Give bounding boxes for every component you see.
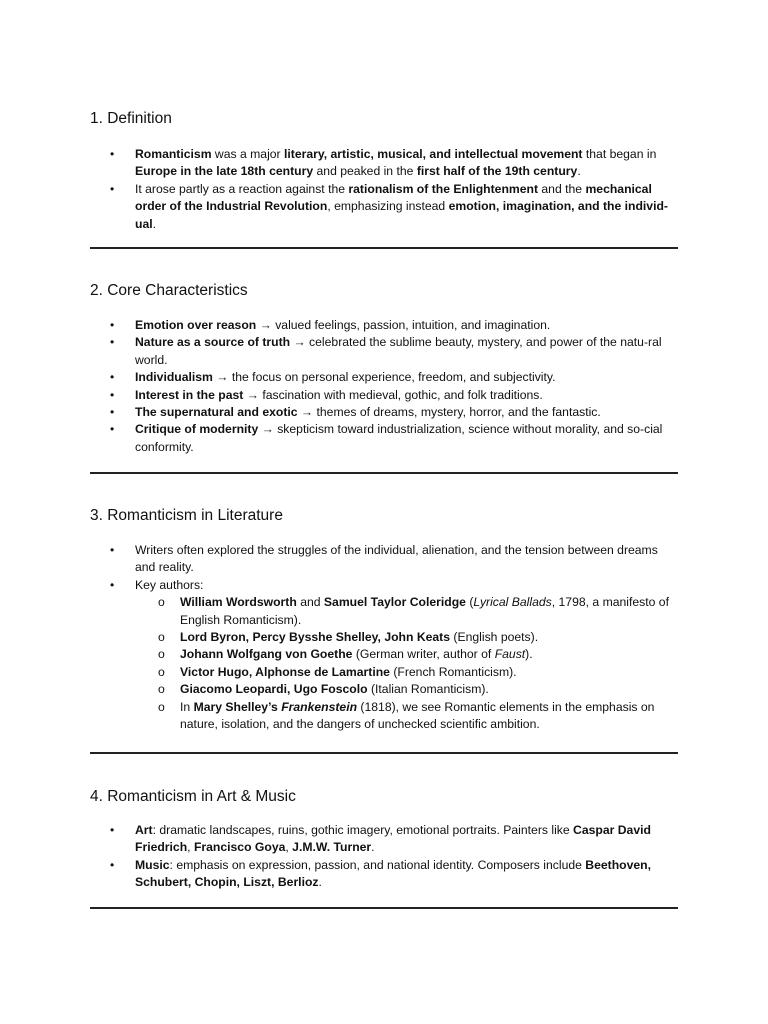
text-run: → the focus on personal experience, freedom, and subjectivity. xyxy=(212,370,556,385)
text-run: (English poets). xyxy=(450,630,539,645)
list-item xyxy=(90,857,678,892)
text-run: Samuel Taylor Coleridge xyxy=(323,595,466,610)
text-run: → themes of dreams, mystery, horror, and the fantastic. xyxy=(297,405,601,420)
text-run: that began in xyxy=(582,147,657,161)
text-run: Francisco Goya xyxy=(193,840,286,855)
sub-list-item-text xyxy=(180,665,517,679)
sub-bullet-icon: o xyxy=(158,595,165,610)
text-run: (French Romanticism). xyxy=(389,664,517,679)
text-run: Lord Byron, Percy Bysshe Shelley, John Keats xyxy=(180,630,451,645)
sub-bullet-icon: o xyxy=(158,664,165,679)
text-run: literary, artistic, musical, and intellectual movement xyxy=(284,147,583,161)
characteristics-list xyxy=(90,317,678,456)
sub-list-item xyxy=(90,646,678,663)
text-run: was a major xyxy=(211,147,285,161)
text-run: , xyxy=(187,840,194,855)
section-divider xyxy=(90,472,678,474)
sub-list-item-text xyxy=(180,630,538,644)
text-run: Music xyxy=(135,857,170,872)
section-divider xyxy=(90,907,678,909)
sub-bullet-icon: o xyxy=(158,630,165,645)
sub-bullet-icon: o xyxy=(158,699,165,714)
text-run: It arose partly as a reaction against the xyxy=(135,181,349,196)
text-run: and peaked in the xyxy=(313,164,417,179)
list-item xyxy=(90,542,678,577)
sub-list-item-text xyxy=(180,647,533,661)
text-run: Individualism xyxy=(135,370,213,385)
list-item-text xyxy=(135,422,662,453)
sub-list-item xyxy=(90,594,678,629)
list-item-text xyxy=(135,147,656,178)
text-run: . xyxy=(152,216,156,231)
sub-bullet-icon: o xyxy=(158,647,165,662)
sub-list-item xyxy=(90,664,678,681)
text-run: rationalism of the Enlightenment xyxy=(348,181,539,196)
bullet-icon: • xyxy=(110,543,115,557)
list-item-text xyxy=(135,858,651,889)
text-run: . xyxy=(577,164,581,179)
bullet-icon: • xyxy=(110,577,115,592)
text-run: (Italian Romanticism). xyxy=(367,682,489,697)
text-run: Faust xyxy=(494,647,526,662)
text-run: first half of the 19th century xyxy=(416,164,578,179)
text-run: Victor Hugo, Alphonse de Lamartine xyxy=(180,664,390,679)
text-run: : dramatic landscapes, ruins, gothic imagery, emotional portraits. Painters like xyxy=(152,823,574,837)
list-item xyxy=(90,369,678,386)
list-item xyxy=(90,404,678,421)
sub-list-item xyxy=(90,629,678,646)
sub-list-item-text xyxy=(180,595,669,626)
list-item xyxy=(90,317,678,334)
list-item xyxy=(90,822,678,857)
bullet-icon: • xyxy=(110,370,115,385)
text-run: Mary Shelley’s xyxy=(193,699,282,714)
text-run: Europe in the late 18th century xyxy=(135,164,314,179)
text-run: Lyrical Ballads xyxy=(473,595,552,610)
list-item-text xyxy=(135,370,555,384)
sub-bullet-icon: o xyxy=(158,682,165,697)
text-run: , xyxy=(285,840,293,855)
text-run: The supernatural and exotic xyxy=(135,405,298,420)
list-item xyxy=(90,181,678,233)
text-run: mechanical order of the Industrial Revolution xyxy=(135,181,652,214)
bullet-icon: • xyxy=(110,857,115,872)
text-run: Romanticism xyxy=(135,147,212,161)
text-run: : emphasis on expression, passion, and national identity. Composers include xyxy=(169,857,586,872)
text-run: (German writer, author of xyxy=(352,647,495,662)
bullet-icon: • xyxy=(110,318,115,332)
list-item-text xyxy=(135,335,662,366)
text-run: Nature as a source of truth xyxy=(135,335,291,350)
text-run: Interest in the past xyxy=(135,387,244,402)
text-run: William Wordsworth xyxy=(180,595,297,610)
list-item-text xyxy=(135,578,203,592)
text-run: Beethoven, Schubert, Chopin, Liszt, Berlioz xyxy=(135,857,651,890)
text-run: ( xyxy=(465,595,474,610)
text-run: , emphasizing instead xyxy=(327,199,449,214)
text-run: → valued feelings, passion, intuition, and imagination. xyxy=(256,318,551,332)
section-heading-definition: 1. Definition xyxy=(90,110,172,127)
list-item xyxy=(90,577,678,734)
literature-list xyxy=(90,542,678,733)
text-run: Critique of modernity xyxy=(135,422,259,437)
text-run: Emotion over reason xyxy=(135,318,257,332)
text-run: In xyxy=(180,699,194,714)
bullet-icon: • xyxy=(110,335,115,350)
list-item xyxy=(90,421,678,456)
list-item-text xyxy=(135,405,601,419)
text-run: Caspar David Friedrich xyxy=(135,823,651,855)
list-item-text xyxy=(135,543,658,574)
bullet-icon: • xyxy=(110,823,115,837)
sub-list-item xyxy=(90,699,678,734)
text-run: ). xyxy=(525,647,533,662)
list-item xyxy=(90,334,678,369)
section-divider xyxy=(90,247,678,249)
section-heading-core-characteristics: 2. Core Characteristics xyxy=(90,282,248,299)
sub-list-item-text xyxy=(180,700,654,731)
section-heading-art-music: 4. Romanticism in Art & Music xyxy=(90,788,296,805)
bullet-icon: • xyxy=(110,387,115,402)
key-authors-list xyxy=(90,594,678,733)
text-run: emotion, imagination, and the individ-ual xyxy=(135,199,668,231)
text-run: Key authors: xyxy=(135,577,204,592)
list-item xyxy=(90,146,678,181)
text-run: Johann Wolfgang von Goethe xyxy=(180,647,353,662)
text-run: . xyxy=(371,840,375,855)
section-divider xyxy=(90,752,678,754)
sub-list-item-text xyxy=(180,682,489,696)
text-run: . xyxy=(318,875,322,890)
list-item-text xyxy=(135,318,550,332)
bullet-icon: • xyxy=(110,181,115,196)
text-run: and xyxy=(296,595,324,610)
bullet-icon: • xyxy=(110,405,115,420)
art-music-list xyxy=(90,822,678,892)
text-run: Art xyxy=(135,823,153,837)
list-item xyxy=(90,387,678,404)
sub-list-item xyxy=(90,681,678,698)
text-run: , 1798, a manifesto of English Romanticism). xyxy=(180,595,669,627)
bullet-icon: • xyxy=(110,422,115,437)
list-item-text xyxy=(135,182,668,231)
text-run: → skepticism toward industrialization, science without morality, and so-cial conformity. xyxy=(135,422,663,454)
list-item-text xyxy=(135,388,543,402)
definition-list xyxy=(90,146,678,233)
list-item-text xyxy=(135,823,651,854)
text-run: (1818), we see Romantic elements in the emphasis on nature, isolation, and the dangers of unchecked scientific ambition. xyxy=(180,699,655,732)
text-run: → fascination with medieval, gothic, and folk traditions. xyxy=(243,387,543,402)
text-run: Writers often explored the struggles of the individual, alienation, and the tension between dreams and reality. xyxy=(135,543,658,575)
text-run: Giacomo Leopardi, Ugo Foscolo xyxy=(180,682,368,697)
text-run: J.M.W. Turner xyxy=(292,840,372,855)
text-run: Frankenstein xyxy=(281,699,358,714)
bullet-icon: • xyxy=(110,147,115,161)
section-heading-literature: 3. Romanticism in Literature xyxy=(90,507,283,524)
text-run: → celebrated the sublime beauty, mystery, and power of the natu-ral world. xyxy=(135,335,662,367)
text-run: and the xyxy=(538,181,586,196)
